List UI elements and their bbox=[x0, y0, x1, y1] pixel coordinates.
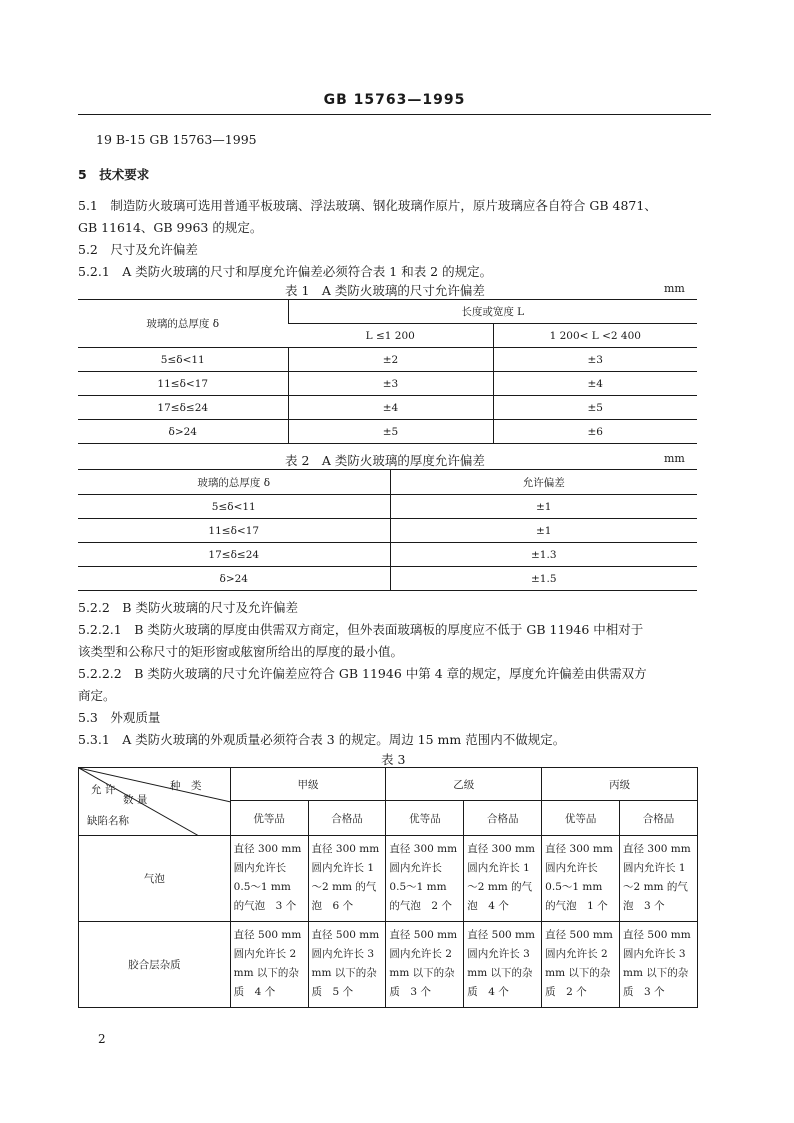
table-cell: 直径 300 mm 圆内允许长 1～2 mm 的气泡 3 个 bbox=[620, 836, 698, 922]
table-1-sub-header: 1 200< L <2 400 bbox=[493, 324, 697, 348]
table-cell: ±5 bbox=[288, 420, 493, 444]
table-cell: 直径 300 mm 圆内允许长 0.5～1 mm 的气泡 1 个 bbox=[542, 836, 620, 922]
table-row bbox=[79, 836, 698, 922]
clause-5-1-line-2: GB 11614、GB 9963 的规定。 bbox=[78, 220, 263, 235]
defect-name: 气泡 bbox=[79, 836, 231, 922]
table-cell: 直径 500 mm 圆内允许长 2 mm 以下的杂质 2 个 bbox=[542, 922, 620, 1008]
table-row bbox=[78, 519, 697, 543]
table-cell: ±4 bbox=[288, 396, 493, 420]
table-cell: ±1 bbox=[390, 519, 697, 543]
table-2-header: 玻璃的总厚度 δ bbox=[78, 470, 390, 495]
quality-sub-header: 优等品 bbox=[230, 801, 308, 836]
table-cell: ±6 bbox=[493, 420, 697, 444]
page-header: GB 15763—1995 bbox=[78, 92, 711, 115]
table-row bbox=[78, 495, 697, 519]
table-cell: ±1 bbox=[390, 495, 697, 519]
section-5-title: 5 技术要求 bbox=[78, 167, 150, 182]
table-cell: ±3 bbox=[288, 372, 493, 396]
table-row bbox=[78, 567, 697, 591]
table-cell: 5≤δ<11 bbox=[78, 348, 288, 372]
clause-5-3-title: 5.3 外观质量 bbox=[78, 710, 161, 725]
clause-5-2-2-2-line-2: 商定。 bbox=[78, 688, 116, 703]
clause-5-2-2-title: 5.2.2 B 类防火玻璃的尺寸及允许偏差 bbox=[78, 600, 298, 615]
table-3-corner-header bbox=[79, 768, 231, 836]
table-cell: 11≤δ<17 bbox=[78, 519, 390, 543]
grade-header: 乙级 bbox=[386, 768, 542, 801]
table-cell: 17≤δ≤24 bbox=[78, 396, 288, 420]
table-cell: 直径 500 mm 圆内允许长 2 mm 以下的杂质 4 个 bbox=[230, 922, 308, 1008]
table-cell: 直径 500 mm 圆内允许长 2 mm 以下的杂质 3 个 bbox=[386, 922, 464, 1008]
table-cell: ±2 bbox=[288, 348, 493, 372]
table-cell: ±1.3 bbox=[390, 543, 697, 567]
table-2 bbox=[78, 469, 697, 591]
quality-sub-header: 合格品 bbox=[308, 801, 386, 836]
corner-label-allowed: 允 许 bbox=[91, 784, 116, 796]
quality-sub-header: 合格品 bbox=[464, 801, 542, 836]
clause-5-2-2-1-line-1: 5.2.2.1 B 类防火玻璃的厚度由供需双方商定，但外表面玻璃板的厚度应不低于 GB 11946 中相对于 bbox=[78, 622, 644, 637]
clause-5-1-line-1: 5.1 制造防火玻璃可选用普通平板玻璃、浮法玻璃、钢化玻璃作原片，原片玻璃应各自符合 GB 4871、 bbox=[78, 198, 657, 213]
table-row bbox=[78, 420, 697, 444]
table-cell: 直径 300 mm 圆内允许长 1～2 mm 的气泡 6 个 bbox=[308, 836, 386, 922]
table-cell: 5≤δ<11 bbox=[78, 495, 390, 519]
grade-header: 丙级 bbox=[542, 768, 698, 801]
table-cell: δ>24 bbox=[78, 420, 288, 444]
table-2-unit: mm bbox=[664, 452, 685, 465]
table-cell: ±1.5 bbox=[390, 567, 697, 591]
defect-name: 胶合层杂质 bbox=[79, 922, 231, 1008]
clause-5-2-2-1-line-2: 该类型和公称尺寸的矩形窗或舷窗所给出的厚度的最小值。 bbox=[78, 644, 404, 659]
table-row bbox=[79, 922, 698, 1008]
clause-5-2-title: 5.2 尺寸及允许偏差 bbox=[78, 242, 198, 257]
quality-sub-header: 优等品 bbox=[542, 801, 620, 836]
meta-line: 19 B-15 GB 15763—1995 bbox=[96, 132, 257, 147]
table-cell: 直径 500 mm 圆内允许长 3 mm 以下的杂质 4 个 bbox=[464, 922, 542, 1008]
clause-5-3-1: 5.3.1 A 类防火玻璃的外观质量必须符合表 3 的规定。周边 15 mm 范围内不做规定。 bbox=[78, 732, 566, 747]
table-row bbox=[78, 348, 697, 372]
table-cell: ±5 bbox=[493, 396, 697, 420]
table-1-group-header: 长度或宽度 L bbox=[288, 300, 697, 324]
corner-label-kind: 种 类 bbox=[170, 780, 202, 792]
table-cell: 直径 300 mm 圆内允许长 1～2 mm 的气泡 4 个 bbox=[464, 836, 542, 922]
grade-header: 甲级 bbox=[230, 768, 386, 801]
table-2-caption: 表 2 A 类防火玻璃的厚度允许偏差 bbox=[285, 453, 485, 468]
table-cell: 直径 500 mm 圆内允许长 3 mm 以下的杂质 3 个 bbox=[620, 922, 698, 1008]
table-cell: ±4 bbox=[493, 372, 697, 396]
table-row bbox=[78, 372, 697, 396]
table-2-header: 允许偏差 bbox=[390, 470, 697, 495]
table-row bbox=[78, 543, 697, 567]
table-1-sub-header: L ≤1 200 bbox=[288, 324, 493, 348]
page-number: 2 bbox=[98, 1032, 106, 1046]
corner-label-defect: 缺陷名称 bbox=[87, 815, 129, 827]
clause-5-2-2-2-line-1: 5.2.2.2 B 类防火玻璃的尺寸允许偏差应符合 GB 11946 中第 4 章的规定，厚度允许偏差由供需双方 bbox=[78, 666, 647, 681]
table-3-caption: 表 3 bbox=[381, 752, 406, 767]
table-cell: 直径 500 mm 圆内允许长 3 mm 以下的杂质 5 个 bbox=[308, 922, 386, 1008]
table-cell: 17≤δ≤24 bbox=[78, 543, 390, 567]
table-cell: 11≤δ<17 bbox=[78, 372, 288, 396]
table-row bbox=[78, 396, 697, 420]
table-3 bbox=[78, 767, 698, 1008]
table-1-caption: 表 1 A 类防火玻璃的尺寸允许偏差 bbox=[285, 283, 485, 298]
quality-sub-header: 合格品 bbox=[620, 801, 698, 836]
clause-5-2-1: 5.2.1 A 类防火玻璃的尺寸和厚度允许偏差必须符合表 1 和表 2 的规定。 bbox=[78, 264, 493, 279]
quality-sub-header: 优等品 bbox=[386, 801, 464, 836]
table-cell: δ>24 bbox=[78, 567, 390, 591]
table-1-unit: mm bbox=[664, 282, 685, 295]
table-cell: ±3 bbox=[493, 348, 697, 372]
table-cell: 直径 300 mm 圆内允许长 0.5～1 mm 的气泡 3 个 bbox=[230, 836, 308, 922]
corner-label-quantity: 数 量 bbox=[123, 794, 148, 806]
table-1-col-header: 玻璃的总厚度 δ bbox=[78, 300, 288, 348]
table-1 bbox=[78, 299, 697, 444]
table-cell: 直径 300 mm 圆内允许长 0.5～1 mm 的气泡 2 个 bbox=[386, 836, 464, 922]
